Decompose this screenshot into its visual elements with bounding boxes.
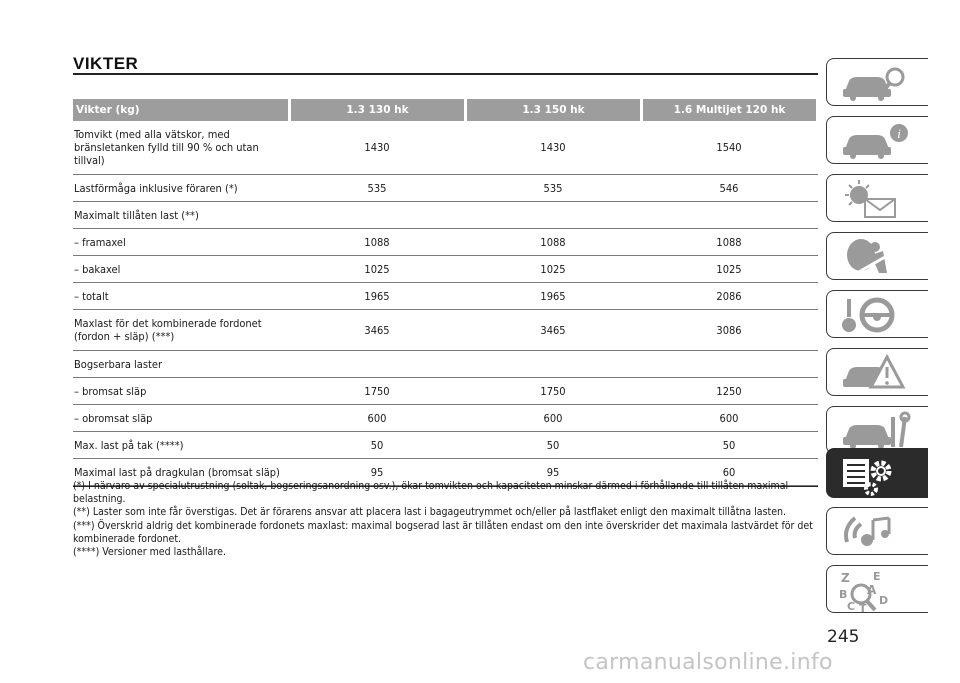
tab-maintenance[interactable] — [826, 406, 928, 454]
svg-text:D: D — [879, 594, 889, 607]
footnotes — [73, 480, 821, 559]
table-row — [73, 229, 818, 256]
row-value-1: 1965 — [364, 289, 390, 303]
svg-text:C: C — [847, 600, 856, 613]
table-row — [73, 378, 818, 405]
row-label: – bromsat släp — [74, 384, 147, 398]
row-value-1: 600 — [367, 411, 387, 425]
tab-car-search[interactable] — [826, 58, 928, 106]
table-row — [73, 310, 818, 351]
row-value-1: 535 — [367, 181, 387, 195]
row-value-2: 1750 — [540, 384, 566, 398]
row-label: Maxlast för det kombinerade fordonet (fordon + släp) (***) — [74, 317, 262, 343]
tab-emergency[interactable] — [826, 348, 928, 396]
page-number: 245 — [827, 627, 860, 647]
footnote: (****) Versioner med lasthållare. — [73, 546, 226, 559]
header-engine-3: 1.6 Multijet 120 hk — [643, 99, 816, 121]
row-value-2: 1430 — [540, 141, 566, 154]
row-value-3: 1088 — [716, 235, 742, 249]
row-value-1: 50 — [370, 438, 384, 452]
page-title: VIKTER — [73, 54, 139, 73]
row-value-3: 2086 — [716, 289, 742, 303]
row-label: – obromsat släp — [74, 411, 153, 425]
footnote: (*) I närvaro av specialutrustning (soltak, bogseringsanordning osv.), ökar tomvikten och kapaciteten minskar därmed i förhållande till tillåten maximal belastning. — [73, 480, 789, 506]
row-value-2: 3465 — [540, 323, 566, 337]
row-label: Tomvikt (med alla vätskor, med bränsletanken fylld till 90 % och utan tillval) — [74, 128, 259, 167]
header-weights: Vikter (kg) — [73, 99, 288, 121]
header-engine-1: 1.3 130 hk — [291, 99, 464, 121]
row-value-2: 600 — [543, 411, 563, 425]
car-info-icon — [837, 121, 917, 161]
tab-warning-lights[interactable] — [826, 174, 928, 222]
row-value-2: 1025 — [540, 262, 566, 276]
row-value-3: 1250 — [716, 384, 742, 398]
tab-multimedia[interactable] — [826, 507, 928, 555]
row-value-3: 60 — [722, 465, 736, 479]
row-label: Lastförmåga inklusive föraren (*) — [74, 181, 238, 195]
svg-text:E: E — [873, 570, 881, 583]
weights-table — [73, 99, 818, 487]
row-value-3: 546 — [719, 181, 739, 195]
car-crash-warning-icon — [837, 353, 917, 393]
row-value-1: 1750 — [364, 384, 390, 398]
steering-key-icon — [837, 295, 917, 335]
tab-index[interactable] — [826, 565, 928, 613]
row-value-1: 1430 — [364, 141, 390, 154]
title-rule — [73, 73, 818, 75]
row-value-3: 600 — [719, 411, 739, 425]
footnote: (***) Överskrid aldrig det kombinerade fordonets maxlast: maximal bogserad last är tillåten endast om den inte överskrider det maximala lastvärdet för det kombinerade fordonet. — [73, 519, 813, 545]
row-value-3: 3086 — [716, 323, 742, 337]
svg-text:A: A — [867, 583, 877, 597]
table-row — [73, 405, 818, 432]
warning-light-mail-icon — [837, 179, 917, 219]
row-label: – totalt — [74, 289, 109, 303]
car-search-icon — [837, 63, 917, 103]
row-label: – framaxel — [74, 235, 126, 249]
row-value-2: 50 — [546, 438, 560, 452]
svg-text:T: T — [859, 602, 867, 614]
table-header — [73, 99, 818, 121]
row-value-1: 1088 — [364, 235, 390, 249]
row-value-2: 95 — [546, 465, 560, 479]
row-value-1: 95 — [370, 465, 384, 479]
row-label: Maximalt tillåten last (**) — [74, 208, 199, 222]
table-row — [73, 121, 818, 175]
svg-text:i: i — [897, 126, 901, 141]
tab-starting-driving[interactable] — [826, 290, 928, 338]
row-value-1: 3465 — [364, 323, 390, 337]
table-body — [73, 121, 818, 486]
row-label: Max. last på tak (****) — [74, 438, 184, 452]
footnote: (**) Laster som inte får överstigas. Det är förarens ansvar att placera last i bagageutrymmet och/eller på lastflaket enligt den maximalt tillåtna lasten. — [73, 506, 787, 519]
row-value-3: 50 — [722, 438, 736, 452]
row-label: Bogserbara laster — [74, 357, 163, 371]
row-value-2: 535 — [543, 181, 563, 195]
car-tools-icon — [837, 411, 917, 451]
row-value-2: 1088 — [540, 235, 566, 249]
row-value-3: 1025 — [716, 262, 742, 276]
multimedia-icon — [837, 512, 917, 552]
table-row — [73, 283, 818, 310]
row-value-3: 1540 — [716, 141, 742, 154]
alphabetical-index-icon — [837, 570, 917, 614]
table-row — [73, 256, 818, 283]
row-value-1: 1025 — [364, 262, 390, 276]
table-row — [73, 432, 818, 459]
row-label: Maximal last på dragkulan (bromsat släp) — [74, 465, 280, 479]
row-value-2: 1965 — [540, 289, 566, 303]
header-engine-2: 1.3 150 hk — [467, 99, 640, 121]
airbag-person-icon — [837, 237, 917, 277]
table-row — [73, 202, 818, 229]
svg-text:B: B — [839, 588, 848, 601]
tab-car-info[interactable] — [826, 116, 928, 164]
specs-gear-icon — [837, 453, 917, 497]
tab-safety[interactable] — [826, 232, 928, 280]
tab-technical-data[interactable] — [826, 448, 928, 498]
svg-text:Z: Z — [841, 571, 850, 585]
table-row — [73, 175, 818, 202]
table-row — [73, 351, 818, 378]
watermark: carmanualsonline.info — [583, 650, 833, 675]
row-label: – bakaxel — [74, 262, 121, 276]
